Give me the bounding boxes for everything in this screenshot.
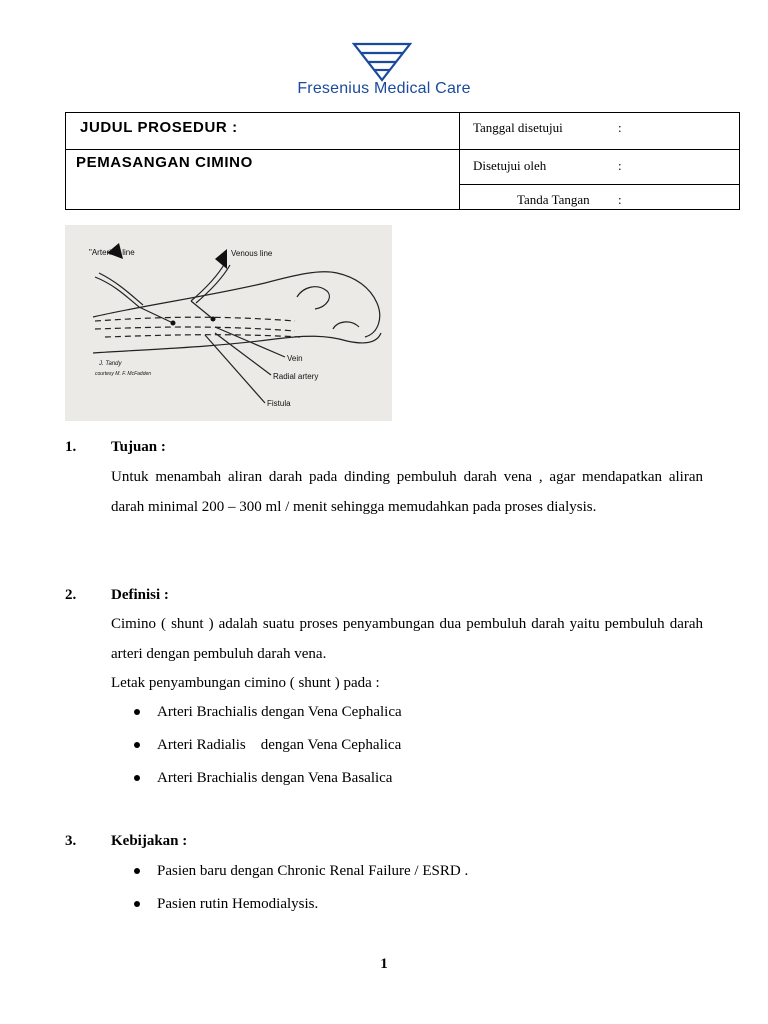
policy-list bbox=[134, 856, 468, 922]
page-number: 1 bbox=[380, 956, 388, 972]
list-item: Arteri Brachialis dengan Vena Cephalica bbox=[134, 697, 402, 730]
approved-date-label: Tanggal disetujui bbox=[473, 120, 563, 135]
section-title: Tujuan : bbox=[111, 439, 166, 455]
label-credit-courtesy: courtesy M. F. McFadden bbox=[95, 371, 152, 377]
procedure-title: PEMASANGAN CIMINO bbox=[76, 154, 253, 171]
label-venous-line: Venous line bbox=[231, 249, 273, 258]
label-radial-artery: Radial artery bbox=[273, 372, 319, 381]
section-number: 1. bbox=[65, 439, 77, 455]
label-vein: Vein bbox=[287, 354, 303, 363]
section-number: 3. bbox=[65, 833, 77, 849]
section-paragraph: Letak penyambungan cimino ( shunt ) pada : bbox=[111, 675, 380, 691]
procedure-label-cell bbox=[66, 113, 460, 150]
approved-date-colon: : bbox=[618, 120, 622, 135]
section-number: 2. bbox=[65, 587, 77, 603]
list-item: Arteri Brachialis dengan Vena Basalica bbox=[134, 763, 402, 796]
section-paragraph: Untuk menambah aliran darah pada dinding pembuluh darah vena , agar mendapatkan aliran darah minimal 200 – 300 ml / menit sehingga memudahkan pada proses dialysis. bbox=[111, 469, 703, 515]
approved-date-cell bbox=[460, 113, 740, 150]
section-title: Definisi : bbox=[111, 587, 169, 603]
list-item: Pasien baru dengan Chronic Renal Failure / ESRD . bbox=[134, 856, 468, 889]
section-title: Kebijakan : bbox=[111, 833, 188, 849]
approved-by-cell bbox=[460, 150, 740, 185]
approved-by-label: Disetujui oleh bbox=[473, 158, 547, 173]
section-paragraph: Cimino ( shunt ) adalah suatu proses penyambungan dua pembuluh darah yaitu pembuluh darah arteri dengan pembuluh darah vena. bbox=[111, 616, 703, 662]
signature-colon: : bbox=[618, 192, 622, 207]
approved-by-colon: : bbox=[618, 158, 622, 173]
cimino-fistula-illustration bbox=[65, 225, 392, 421]
shunt-location-list bbox=[134, 697, 402, 796]
arm-fistula-drawing bbox=[65, 225, 392, 421]
fresenius-triangle-logo-icon bbox=[352, 42, 412, 82]
label-fistula: Fistula bbox=[267, 399, 291, 408]
signature-cell bbox=[460, 185, 740, 210]
signature-label: Tanda Tangan bbox=[517, 192, 590, 207]
list-item: Arteri Radialis dengan Vena Cephalica bbox=[134, 730, 402, 763]
label-credit-artist: J. Tandy bbox=[99, 361, 122, 367]
company-name: Fresenius Medical Care bbox=[297, 80, 471, 97]
procedure-title-cell bbox=[66, 150, 460, 210]
procedure-label: JUDUL PROSEDUR : bbox=[80, 119, 238, 136]
procedure-header-table bbox=[65, 112, 740, 210]
label-arterial-line: "Arterial" line bbox=[89, 248, 135, 257]
list-item: Pasien rutin Hemodialysis. bbox=[134, 889, 468, 922]
